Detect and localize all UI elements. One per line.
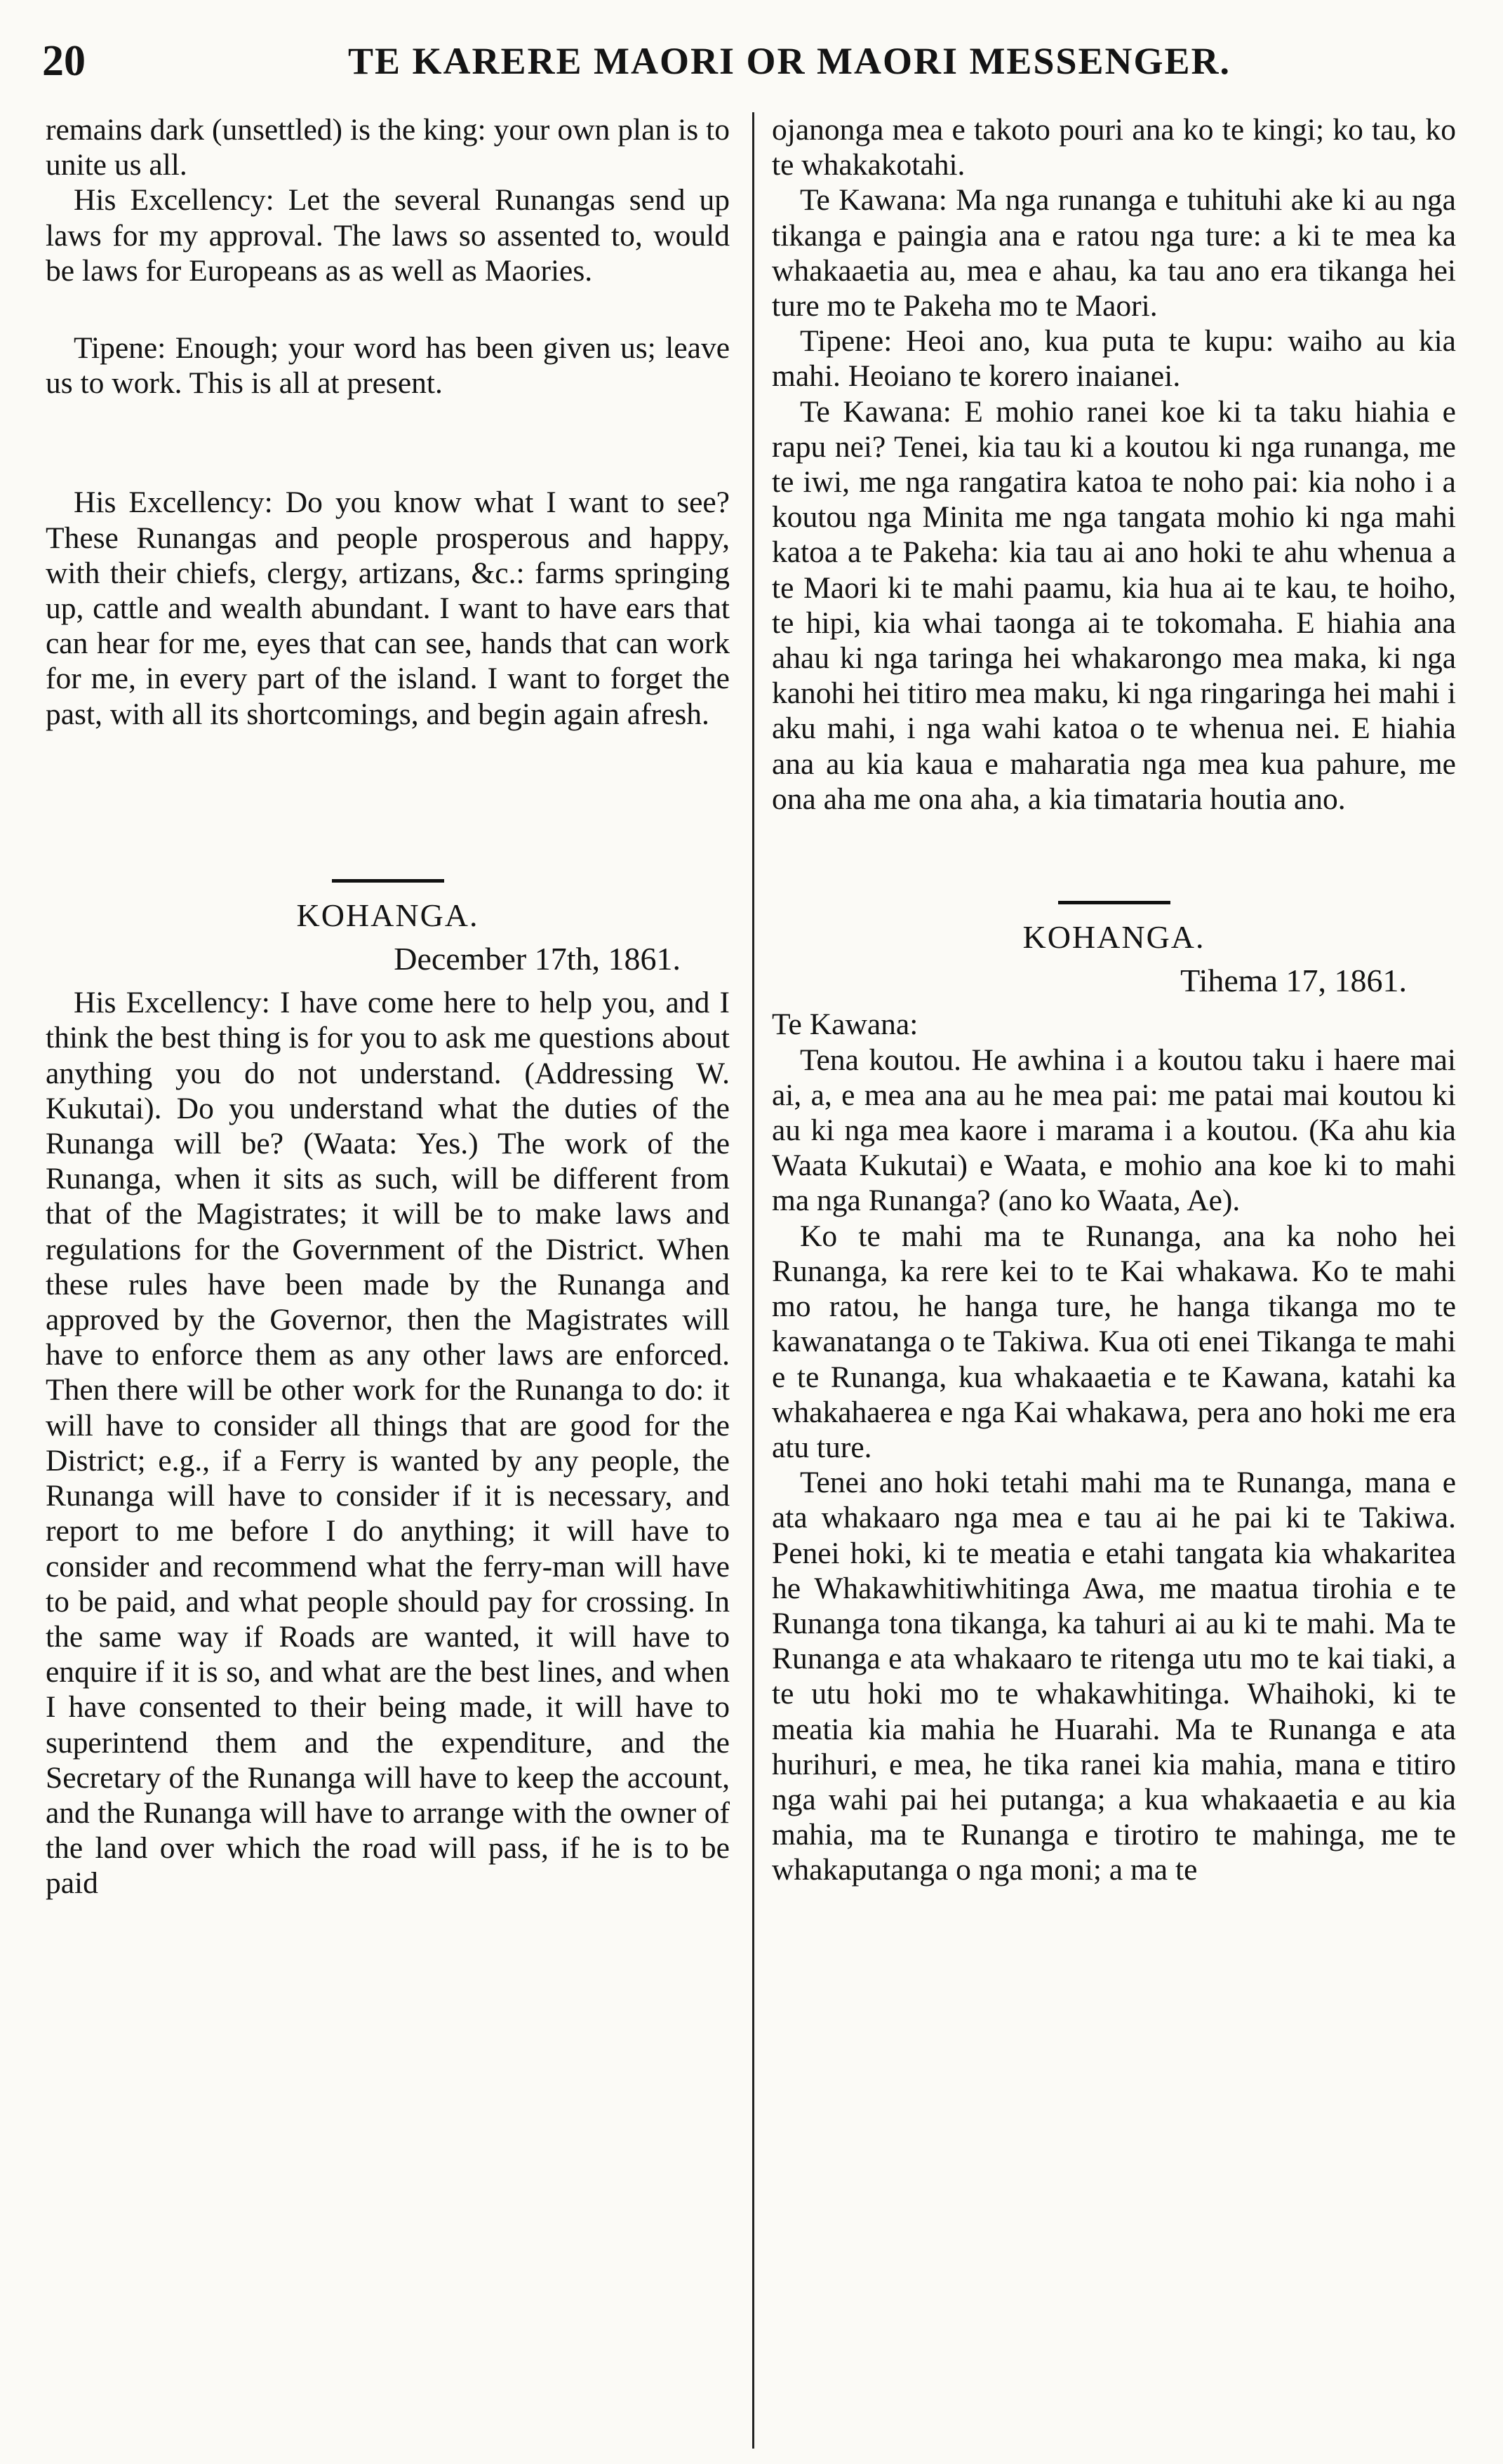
spacer [46, 288, 730, 330]
maori-paragraph-2: Te Kawana: Ma nga runanga e tuhituhi ake ki au nga tikanga e paingia ana e ratou nga ture: a ki te mea ka whakaaetia au, mea e ahau, ka tau ano era tikanga hei ture mo te Pakeha mo te Maori. [772, 183, 1456, 323]
dateline: Tihema 17, 1861. [1180, 963, 1407, 999]
english-column [46, 112, 730, 2449]
maori-paragraph-7: Tenei ano hoki tetahi mahi ma te Runanga, mana e ata whakaaro nga mea e tau ai he pai ki te Takiwa. Penei hoki, ki te meatia e etahi tangata kia whakaritea he Whakawhitiwhitinga Awa, me maatua tirohia e te Runanga tona tikanga, ka tahuri ai au ki te mahi. Ma te Runanga e ata whakaaro te ritenga utu mo te kai tiaki, a te utu hoki mo te whakawhitinga. Whaihoki, ki te meatia kia mahia he Huarahi. Ma te Runanga e ata hurihuri, e mea, he tika ranei kia mahia, mana e titiro nga wahi pai hei putanga; a kua whakaaetia e au kia mahia, ma te Runanga e tirotiro te mahinga, me te whakaputanga o nga moni; a ma te [772, 1466, 1456, 1887]
page-number: 20 [42, 36, 86, 85]
spacer [46, 401, 730, 485]
english-paragraph-5: His Excellency: I have come here to help you, and I think the best thing is for you to ask me questions about anything you do not understand. (Addressing W. Kukutai). Do you understand what the duties of the Runanga will be? (Waata: Yes.) The work of the Runanga, when it sits as such, will be different from that of the Magistrates; it will be to make laws and regulations for the Government of the District. When these rules have been made by the Runanga and approved by the Governor, then the Magistrates will have to enforce them as any other laws are enforced. Then there will be other work for the Runanga to do: it will have to consider all things that are good for the District; e.g., if a Ferry is wanted by any people, the Runanga will have to consider if it is necessary, and report to me before I do anything; it will have to consider and recommend what the ferry-man will have to be paid, and what people should pay for crossing. In the same way if Roads are wanted, it will have to enquire if it is so, and what are the best lines, and when I have consented to their being made, it will have to superintend them and the expenditure, and the Secretary of the Runanga will have to keep the account, and the Runanga will have to arrange with the owner of the land over which the road will pass, if he is to be paid [46, 986, 730, 1901]
section-heading: KOHANGA. [296, 897, 479, 933]
maori-paragraph-4: Te Kawana: E mohio ranei koe ki ta taku hiahia e rapu nei? Tenei, kia tau ki a koutou ki nga runanga, me te iwi, me nga rangatira katoa te noho pai: kia noho i a koutou nga Minita me nga tangata mohio ki nga mahi katoa a te Pakeha: kia tau ai ano hoki te ahu whenua a te Maori ki te mahi paamu, kia hua ai te kau, te hoiho, te hipi, kia whai taonga ai te tokomaha. E hiahia ana ahau ki nga taringa hei whakarongo mea maka, ki nga kanohi hei titiro mea maku, ki nga ringaringa hei mahi i aku mahi, i nga wahi katoa o te whenua nei. E hiahia ana au kia kaua e maharatia nga mea kua pahure, me ona aha me ona aha, a kia timataria houtia ano. [772, 394, 1456, 816]
speaker-label: Te Kawana: [772, 1007, 918, 1042]
page-header [42, 29, 1467, 93]
spacer [772, 817, 1456, 901]
english-paragraph-2: His Excellency: Let the several Runangas send up laws for my approval. The laws so assented to, would be laws for Europeans as as well as Maories. [46, 183, 730, 288]
section-rule [332, 879, 444, 883]
maori-paragraph-1: ojanonga mea e takoto pouri ana ko te kingi; ko tau, ko te whakakotahi. [772, 113, 1456, 182]
english-paragraph-1: remains dark (unsettled) is the king: your own plan is to unite us all. [46, 113, 730, 182]
column-divider [752, 112, 754, 2449]
maori-paragraph-3: Tipene: Heoi ano, kua puta te kupu: waiho au kia mahi. Heoiano te korero inaianei. [772, 324, 1456, 394]
maori-paragraph-5: Tena koutou. He awhina i a koutou taku i haere mai ai, a, e mea ana au he mea pai: me patai mai koutou ki au ki nga mea kaore i marama i a koutou. (Ka ahu kia Waata Kukutai) e Waata, e mohio ana koe ki to mahi ma nga Runanga? (ano ko Waata, Ae). [772, 1043, 1456, 1218]
english-paragraph-3: Tipene: Enough; your word has been given us; leave us to work. This is all at present. [46, 331, 730, 401]
maori-paragraph-6: Ko te mahi ma te Runanga, ana ka noho hei Runanga, ka rere kei to te Kai whakawa. Ko te mahi mo ratou, he hanga ture, he hanga tikanga mo te kawanatanga o te Takiwa. Kua oti enei Tikanga te mahi e te Runanga, kua whakaaetia e te Kawana, katahi ka whakahaerea e nga Kai whakawa, pera ano hoki me era atu ture. [772, 1219, 1456, 1464]
english-paragraph-4: His Excellency: Do you know what I want to see? These Runangas and people prosperous and happy, with their chiefs, clergy, artizans, &c.: farms springing up, cattle and wealth abundant. I want to have ears that can hear for me, eyes that can see, hands that can work for me, in every part of the island. I want to forget the past, with all its shortcomings, and begin again afresh. [46, 486, 730, 731]
section-heading: KOHANGA. [1022, 919, 1205, 956]
dateline: December 17th, 1861. [394, 941, 681, 977]
running-title: TE KARERE MAORI OR MAORI MESSENGER. [347, 40, 1231, 82]
maori-column [772, 112, 1456, 2449]
section-rule [1058, 901, 1170, 904]
spacer [46, 732, 730, 879]
